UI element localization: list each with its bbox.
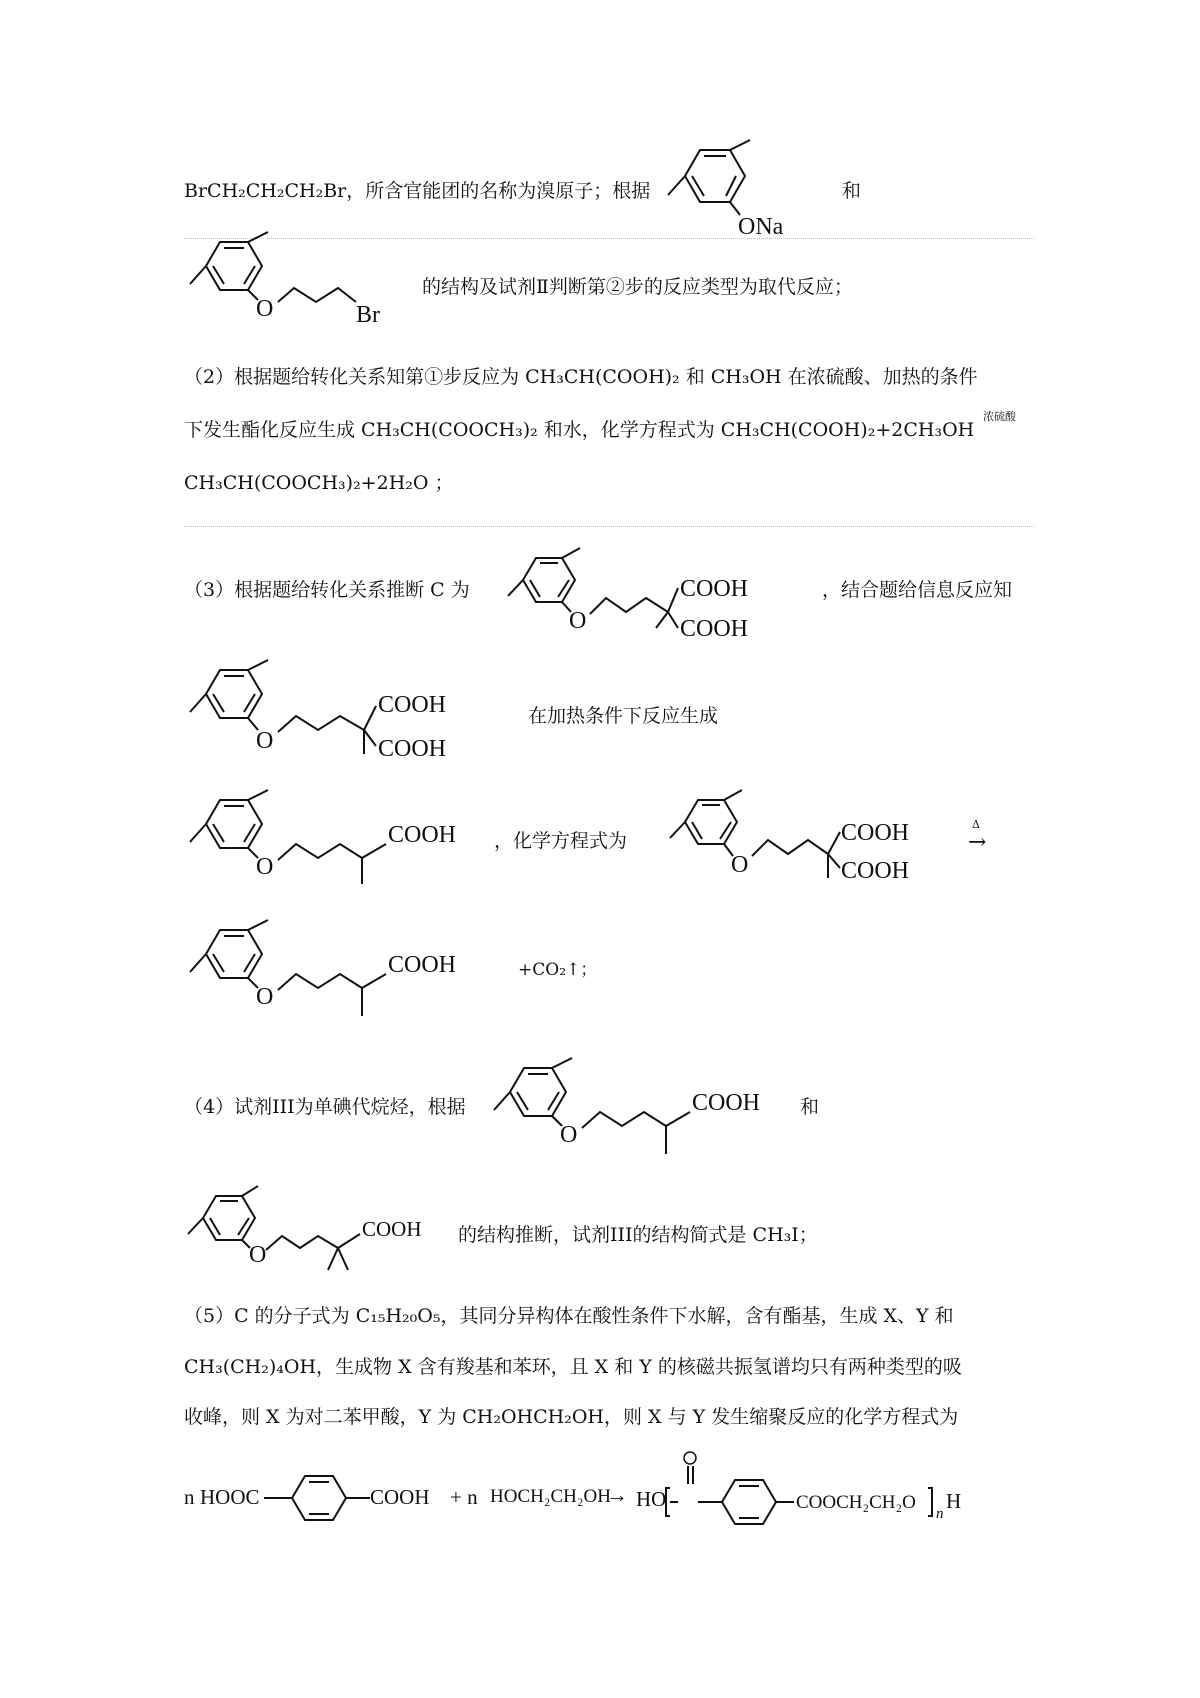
q3-line-1: （3）根据题给转化关系推断 C 为 [184,579,470,601]
q4-and-text: 和 [800,1096,820,1118]
q2-line-2: 下发生酯化反应生成 CH₃CH(COOCH₃)₂ 和水，化学方程式为 CH₃CH(COOH)₂+2CH₃OH [184,419,975,441]
carboxyl-label: COOH [692,1090,761,1116]
benzene-ring [206,930,262,978]
ether-oxygen: O [569,608,587,634]
q3-line-1b: ，结合题给信息反应知 [822,579,1013,601]
line-2-text: 的结构及试剂Ⅱ判断第②步的反应类型为取代反应； [422,276,853,298]
diacid-structure [186,660,526,765]
benzene-ring [206,670,262,718]
benzene-ring [206,800,262,848]
carbonyl-oxygen [684,1452,696,1464]
and-text: 和 [842,180,862,202]
sodium-phenoxide-structure [660,140,810,240]
benzene-ring [510,1068,566,1116]
diacid-reactant-structure [670,790,970,885]
ether-oxygen: O [731,852,749,878]
ether-oxygen: O [560,1122,578,1148]
polycondensation-equation [184,1448,1044,1538]
carboxyl-label: COOH [680,616,749,642]
carboxyl-label: COOH [388,952,457,978]
ether-oxygen: O [256,296,274,322]
q3-line-2: 在加热条件下反应生成 [528,705,719,727]
ether-oxygen: O [256,984,274,1010]
q4-line-1: （4）试剂III为单碘代烷烃，根据 [184,1096,466,1118]
dibromopropane-formula: BrCH₂CH₂CH₂Br [184,180,347,202]
co2-byproduct: +CO₂↑； [518,960,598,980]
q4-line-2: 的结构推断，试剂III的结构简式是 CH₃I； [458,1224,818,1246]
carboxyl-label: COOH [378,736,447,762]
dimethyl-acid-structure [186,1186,476,1276]
left-bracket [666,1488,670,1516]
monoacid-reference-structure [490,1058,810,1158]
carboxyl-label: COOH [841,858,910,884]
reaction-condition-label: 浓硫酸 [983,410,1016,423]
q5-line-2: CH₃(CH₂)₄OH，生成物 X 含有羧基和苯环，且 X 和 Y 的核磁共振氢谱均只有两种类型的吸 [184,1356,962,1378]
carboxyl-label: COOH [370,1485,430,1509]
end-h: H [946,1489,962,1513]
ether-oxygen: O [249,1242,267,1268]
carboxyl-label: COOH [841,820,910,846]
carboxyl-label: COOH [388,822,457,848]
answer-line-1 [184,182,650,201]
carboxyl-label: COOH [362,1217,422,1241]
line-1-text: ，所含官能团的名称为溴原子；根据 [346,180,651,202]
monoacid-structure [186,790,496,885]
ester-tail: COOCH₂CH₂O [796,1492,916,1513]
benzene-ring [206,242,262,290]
reaction-arrow: → [968,830,987,855]
reaction-arrow: → [606,1482,628,1507]
right-bracket [928,1488,932,1516]
q5-line-3: 收峰，则 X 为对二苯甲酸，Y 为 CH₂OHCH₂OH，则 X 与 Y 发生缩聚反应的化学方程式为 [184,1406,959,1428]
ethylene-glycol: HOCH₂CH₂OH [490,1486,611,1507]
ether-oxygen: O [256,728,274,754]
heat-symbol: Δ [972,818,980,831]
coefficient-n: n [184,1485,195,1509]
hooc-label: HOOC [200,1485,260,1509]
bromopropyl-ether-structure [186,232,416,327]
plus-n: + n [450,1485,478,1509]
carboxyl-label: COOH [378,692,447,718]
q2-line-3: CH₃CH(COOCH₃)₂+2H₂O ； [184,472,454,494]
br-label: Br [356,302,380,328]
ether-oxygen: O [256,854,274,880]
ho-label: HO [636,1487,667,1511]
product-acid-structure [186,920,506,1020]
compound-c-structure [508,548,808,643]
q2-line-1: （2）根据题给转化关系知第①步反应为 CH₃CH(COOH)₂ 和 CH₃OH 在浓硫酸、加热的条件 [184,366,978,388]
divider [184,526,1034,527]
q5-line-1: （5）C 的分子式为 C₁₅H₂₀O₅，其同分异构体在酸性条件下水解，含有酯基，生成 X、Y 和 [184,1305,954,1327]
polymer-n: n [936,1506,944,1522]
carboxyl-label: COOH [680,576,749,602]
ona-label: ONa [738,214,784,240]
q3-line-3: ，化学方程式为 [494,830,628,852]
